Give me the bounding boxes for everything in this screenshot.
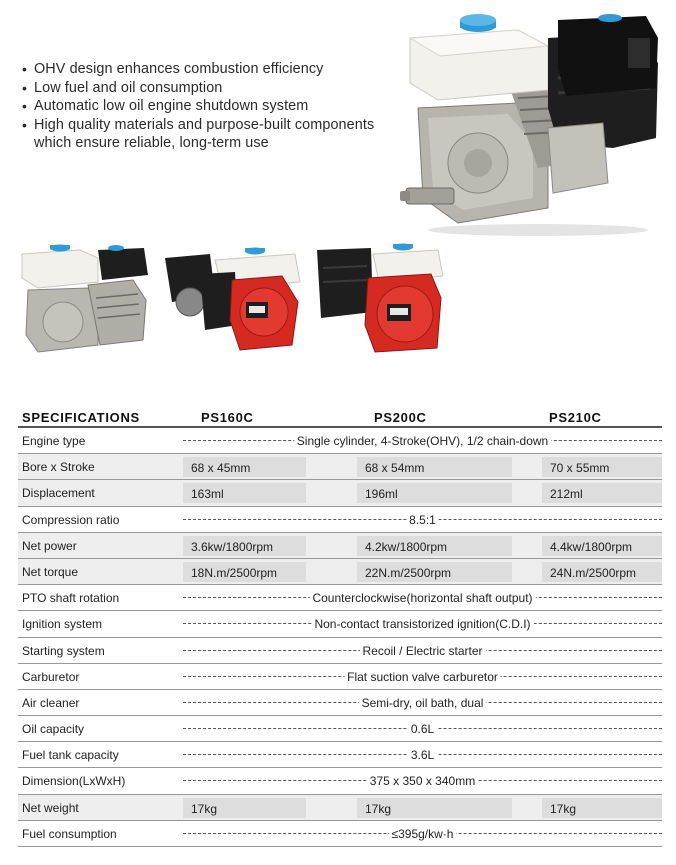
value-text: 17kg bbox=[191, 801, 218, 816]
value-text: 68 x 45mm bbox=[191, 461, 251, 476]
value-text: 22N.m/2500rpm bbox=[365, 565, 452, 580]
spanning-value bbox=[183, 591, 662, 606]
row-label: Displacement bbox=[22, 486, 95, 501]
table-row bbox=[18, 638, 662, 664]
value-cell-ps160c bbox=[183, 483, 306, 503]
spanning-value bbox=[183, 695, 662, 710]
feature-text: Low fuel and oil consumption bbox=[34, 79, 223, 96]
table-row bbox=[18, 716, 662, 742]
spanning-value bbox=[183, 774, 662, 789]
row-label: Oil capacity bbox=[22, 722, 85, 737]
value-text: Flat suction valve carburetor bbox=[344, 670, 501, 684]
spanning-value bbox=[183, 748, 662, 763]
table-row bbox=[18, 585, 662, 611]
value-text: 8.5:1 bbox=[406, 513, 439, 527]
row-label: Engine type bbox=[22, 434, 86, 448]
row-label: Bore x Stroke bbox=[22, 460, 95, 475]
header-model-ps160c: PS160C bbox=[201, 410, 254, 425]
value-cell-ps210c bbox=[542, 798, 662, 818]
value-text: 18N.m/2500rpm bbox=[191, 565, 278, 580]
value-cell-ps200c bbox=[357, 536, 512, 556]
value-text: 4.4kw/1800rpm bbox=[550, 539, 633, 554]
value-text: 68 x 54mm bbox=[365, 461, 425, 476]
row-label: Dimension(LxWxH) bbox=[22, 774, 126, 789]
feature-text: Automatic low oil engine shutdown system bbox=[34, 98, 309, 114]
row-label: Ignition system bbox=[22, 617, 103, 632]
table-row bbox=[18, 821, 662, 847]
value-cell-ps200c bbox=[357, 562, 512, 582]
spanning-value bbox=[183, 643, 662, 658]
spanning-value bbox=[183, 722, 662, 737]
row-label: Net power bbox=[22, 538, 77, 553]
table-row bbox=[18, 507, 662, 533]
specifications-table bbox=[18, 404, 662, 847]
value-text: Single cylinder, 4-Stroke(OHV), 1/2 chain-down bbox=[294, 434, 551, 448]
value-cell-ps160c bbox=[183, 457, 306, 477]
header-model-ps200c: PS200C bbox=[374, 410, 427, 425]
value-cell-ps160c bbox=[183, 562, 306, 582]
table-row bbox=[18, 480, 662, 506]
table-row bbox=[18, 559, 662, 585]
value-text: Recoil / Electric starter bbox=[359, 644, 485, 658]
value-text: ≤395g/kw·h bbox=[389, 827, 457, 841]
value-text: 196ml bbox=[365, 487, 398, 502]
header-specifications: SPECIFICATIONS bbox=[22, 410, 140, 425]
table-row bbox=[18, 742, 662, 768]
feature-item bbox=[20, 116, 380, 153]
table-row bbox=[18, 533, 662, 559]
value-cell-ps200c bbox=[357, 457, 512, 477]
spanning-value bbox=[183, 669, 662, 684]
row-label: Air cleaner bbox=[22, 695, 80, 710]
value-text: 17kg bbox=[365, 801, 392, 816]
value-text: Non-contact transistorized ignition(C.D.I) bbox=[311, 617, 533, 631]
value-text: 3.6kw/1800rpm bbox=[191, 539, 274, 554]
table-row bbox=[18, 454, 662, 480]
value-text: 375 x 350 x 340mm bbox=[367, 774, 478, 788]
row-label: Fuel tank capacity bbox=[22, 748, 119, 763]
value-text: 17kg bbox=[550, 801, 577, 816]
spanning-value bbox=[183, 826, 662, 841]
value-cell-ps160c bbox=[183, 798, 306, 818]
row-label: Net weight bbox=[22, 800, 79, 815]
table-row bbox=[18, 768, 662, 794]
value-text: Counterclockwise(horizontal shaft output) bbox=[309, 591, 535, 605]
value-text: 70 x 55mm bbox=[550, 461, 610, 476]
spanning-value bbox=[183, 617, 662, 632]
header-model-ps210c: PS210C bbox=[549, 410, 602, 425]
table-row bbox=[18, 690, 662, 716]
table-row bbox=[18, 664, 662, 690]
spanning-value bbox=[183, 512, 662, 527]
feature-text: OHV design enhances combustion efficiency bbox=[34, 61, 324, 77]
value-text: 3.6L bbox=[408, 748, 437, 762]
value-text: 24N.m/2500rpm bbox=[550, 565, 637, 580]
engine-thumb-image bbox=[313, 240, 448, 358]
value-text: 0.6L bbox=[408, 722, 437, 736]
row-label: Starting system bbox=[22, 643, 105, 658]
table-row bbox=[18, 795, 662, 821]
value-cell-ps210c bbox=[542, 483, 662, 503]
value-text: 212ml bbox=[550, 487, 583, 502]
value-text: Semi-dry, oil bath, dual bbox=[359, 696, 487, 710]
engine-thumb-image bbox=[18, 240, 150, 358]
value-cell-ps200c bbox=[357, 798, 512, 818]
row-label: Net torque bbox=[22, 564, 79, 579]
bullet-icon: • bbox=[22, 61, 28, 77]
row-label: PTO shaft rotation bbox=[22, 591, 120, 606]
bullet-icon: • bbox=[22, 79, 28, 96]
bullet-icon: • bbox=[22, 116, 28, 133]
value-cell-ps210c bbox=[542, 457, 662, 477]
table-header bbox=[18, 404, 662, 428]
value-text: 4.2kw/1800rpm bbox=[365, 539, 448, 554]
value-cell-ps160c bbox=[183, 536, 306, 556]
feature-list bbox=[20, 60, 380, 153]
value-cell-ps210c bbox=[542, 562, 662, 582]
row-label: Carburetor bbox=[22, 669, 80, 684]
feature-item bbox=[20, 97, 380, 116]
table-row bbox=[18, 428, 662, 454]
engine-thumb-image bbox=[160, 240, 305, 358]
feature-text: High quality materials and purpose-built components which ensure reliable, long-term use bbox=[34, 116, 375, 151]
feature-item bbox=[20, 79, 380, 98]
row-label: Fuel consumption bbox=[22, 826, 117, 841]
spanning-value bbox=[183, 434, 662, 448]
row-label: Compression ratio bbox=[22, 512, 120, 527]
feature-item bbox=[20, 60, 380, 79]
table-row bbox=[18, 611, 662, 637]
bullet-icon: • bbox=[22, 98, 28, 114]
value-text: 163ml bbox=[191, 487, 224, 502]
value-cell-ps200c bbox=[357, 483, 512, 503]
engine-main-image bbox=[398, 8, 663, 238]
value-cell-ps210c bbox=[542, 536, 662, 556]
